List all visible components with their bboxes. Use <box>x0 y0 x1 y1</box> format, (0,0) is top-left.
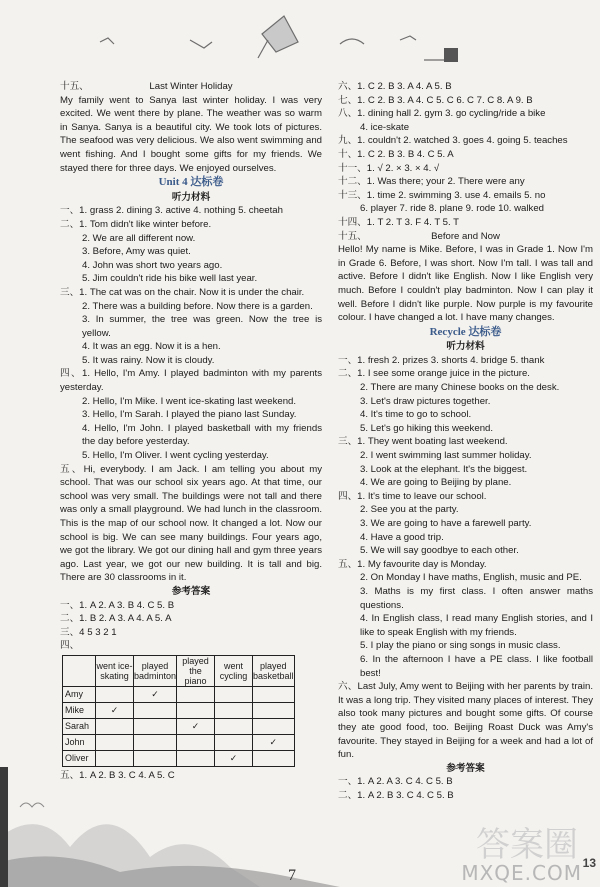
recycle-answers-title: 参考答案 <box>446 762 485 774</box>
answer-4: 四、 <box>60 640 80 652</box>
q-part-4-item-5: 5. We will say goodbye to each other. <box>360 545 519 557</box>
recycle-listening-title: 听力材料 <box>446 341 485 353</box>
r-answer-1: 一、1. A 2. A 3. C 4. C 5. B <box>338 776 453 788</box>
answer-table <box>62 655 295 767</box>
r-part-10: 十、1. C 2. B 3. B 4. C 5. A <box>338 148 454 160</box>
table-cell <box>177 686 215 702</box>
q-part-5-item-6: 6. In the afternoon I have a PE class. I like football best! <box>360 653 593 679</box>
table-header-cell <box>63 655 96 686</box>
table-cell <box>215 702 253 718</box>
q-part-2-item-5: 5. Let's go hiking this weekend. <box>360 422 494 434</box>
row-label: Mike <box>63 702 96 718</box>
part-2-item-2: 2. We are all different now. <box>82 232 196 244</box>
table-cell <box>253 686 295 702</box>
answer-3: 三、4 5 3 2 1 <box>60 626 117 638</box>
recycle-title: Recycle 达标卷 <box>429 325 502 338</box>
q-part-1: 一、1. fresh 2. prizes 3. shorts 4. bridge 5. thank <box>338 354 545 366</box>
table-cell <box>96 750 134 766</box>
q-part-4-item-1: 四、1. It's time to leave our school. <box>338 490 487 502</box>
q-part-2-item-1: 二、1. I see some orange juice in the picture. <box>338 368 530 380</box>
table-row <box>63 718 295 734</box>
table-row <box>63 702 295 718</box>
part-3-item-4: 4. It was an egg. Now it is a hen. <box>82 341 221 353</box>
part-2-item-3: 3. Before, Amy was quiet. <box>82 246 191 258</box>
table-cell <box>253 750 295 766</box>
table-cell <box>215 718 253 734</box>
q-part-3-item-1: 三、1. They went boating last weekend. <box>338 436 508 448</box>
part-5-passage: 五、Hi, everybody. I am Jack. I am telling you about my school. That was our school six years ago. At that time, our school was very small. The buildings were not tall and there was only a small playground. We had lunch in the classroom. This is the map of our school now. It changed a lot. Now our school is big. We can see many buildings. Four years ago, we got the library. We got our dining hall and gym three years ago. Last year, we got our new building. It is tall and big. There are 30 classrooms in it. <box>60 463 322 584</box>
r-section-15-heading <box>338 230 593 244</box>
q-part-2-item-3: 3. Let's draw pictures together. <box>360 395 491 407</box>
watermark-logo: 答案圈 <box>476 825 578 866</box>
section-15-number: 十五、 <box>60 81 89 92</box>
r-part-12: 十二、1. Was there; your 2. There were any <box>338 176 525 188</box>
unit-4-title: Unit 4 达标卷 <box>158 176 224 189</box>
table-cell <box>215 686 253 702</box>
left-column <box>60 80 322 783</box>
table-cell <box>96 686 134 702</box>
page-number: 13 <box>582 856 596 871</box>
table-header-cell: played the piano <box>177 655 215 686</box>
r-part-7: 七、1. C 2. B 3. A 4. C 5. C 6. C 7. C 8. A 9. B <box>338 94 533 106</box>
part-1: 一、1. grass 2. dining 3. active 4. nothing 5. cheetah <box>60 205 283 217</box>
q-part-4-item-2: 2. See you at the party. <box>360 504 459 516</box>
part-4-item-4: 4. Hello, I'm John. I played basketball with my friends the day before yesterday. <box>82 422 322 448</box>
part-4-item-1: 四、1. Hello, I'm Amy. I played badminton with my parents yesterday. <box>60 368 322 394</box>
q-part-3-item-4: 4. We are going to Beijing by plane. <box>360 477 512 489</box>
table-row <box>63 686 295 702</box>
row-label: Oliver <box>63 750 96 766</box>
q-part-3-item-3: 3. Look at the elephant. It's the biggest. <box>360 463 528 475</box>
q-part-2-item-2: 2. There are many Chinese books on the desk. <box>360 382 560 394</box>
r-section-15-title: Before and Now <box>431 230 500 242</box>
watermark-text: MXQE.COM <box>461 861 582 886</box>
r-part-6: 六、1. C 2. B 3. A 4. A 5. B <box>338 81 452 92</box>
table-cell <box>134 734 177 750</box>
part-3-item-1: 三、1. The cat was on the chair. Now it is under the chair. <box>60 286 305 298</box>
check-mark-icon: ✓ <box>215 750 253 766</box>
answer-2: 二、1. B 2. A 3. A 4. A 5. A <box>60 613 172 625</box>
check-mark-icon: ✓ <box>177 718 215 734</box>
answers-title: 参考答案 <box>171 585 211 597</box>
q-part-5-item-2: 2. On Monday I have maths, English, music and PE. <box>360 572 582 584</box>
table-cell <box>96 718 134 734</box>
q-part-2-item-4: 4. It's time to go to school. <box>360 409 472 421</box>
table-cell <box>253 702 295 718</box>
part-2-item-5: 5. Jim couldn't ride his bike well last year. <box>82 273 258 285</box>
q-part-5-item-3: 3. Maths is my first class. I often answer maths questions. <box>360 585 593 611</box>
handwritten-mark: 7 <box>288 867 296 885</box>
section-15-heading <box>60 80 322 94</box>
part-3-item-3: 3. In summer, the tree was green. Now the tree is yellow. <box>82 314 322 339</box>
r-section-15-passage: Hello! My name is Mike. Before, I was in Grade 1. Now I'm in Grade 6. Before, I was short. Now I'm tall. I was tall and active. Before I didn't like English. Now I like English very much. Before I couldn't play badminton. Now I can play it well. Before I didn't like purple. Now purple is my favourite colour. I have changed a lot. I have many changes. <box>338 244 593 324</box>
table-cell <box>177 702 215 718</box>
table-header-cell: went ice-skating <box>96 655 134 686</box>
part-4-item-3: 3. Hello, I'm Sarah. I played the piano last Sunday. <box>82 409 297 421</box>
table-cell <box>96 734 134 750</box>
answer-5: 五、1. A 2. B 3. C 4. A 5. C <box>60 769 175 781</box>
r-part-9: 九、1. couldn't 2. watched 3. goes 4. going 5. teaches <box>338 135 568 147</box>
table-header-cell: went cycling <box>215 655 253 686</box>
table-cell <box>253 718 295 734</box>
table-header-row <box>63 655 295 686</box>
table-cell <box>215 734 253 750</box>
table-cell <box>177 734 215 750</box>
q-part-6-passage: 六、Last July, Amy went to Beijing with her parents by train. It was a long trip. They visited many places of interest. They also took many pictures and bought some gifts. Of course they ate good food, too. Beijing Roast Duck was Amy's favourite. They stayed in Beijing for a week and had a lot of fun. <box>338 681 593 761</box>
part-3-item-2: 2. There was a building before. Now there is a garden. <box>82 300 313 312</box>
table-row <box>63 734 295 750</box>
r-answer-2: 二、1. A 2. B 3. C 4. C 5. B <box>338 789 454 801</box>
r-part-13-line-1: 十三、1. time 2. swimming 3. use 4. emails 5. no <box>338 189 546 201</box>
r-part-14: 十四、1. T 2. T 3. F 4. T 5. T <box>338 216 460 228</box>
part-2-item-1: 二、1. Tom didn't like winter before. <box>60 218 212 230</box>
listening-title: 听力材料 <box>171 191 211 203</box>
row-label: Sarah <box>63 718 96 734</box>
r-part-11: 十一、1. √ 2. × 3. × 4. √ <box>338 162 440 174</box>
table-cell <box>134 702 177 718</box>
answer-1: 一、1. A 2. A 3. B 4. C 5. B <box>60 599 175 611</box>
q-part-4-item-3: 3. We are going to have a farewell party. <box>360 518 532 529</box>
r-part-8-line-2: 4. ice-skate <box>360 121 410 133</box>
r-part-8-line-1: 八、1. dining hall 2. gym 3. go cycling/ride a bike <box>338 108 546 120</box>
q-part-5-item-1: 五、1. My favourite day is Monday. <box>338 558 487 570</box>
q-part-4-item-4: 4. Have a good trip. <box>360 531 444 543</box>
table-header-cell: played badminton <box>134 655 177 686</box>
row-label: John <box>63 734 96 750</box>
q-part-3-item-2: 2. I went swimming last summer holiday. <box>360 450 532 462</box>
q-part-5-item-4: 4. In English class, I read many English stories, and I like to speak English with my friends. <box>360 613 593 638</box>
check-mark-icon: ✓ <box>134 686 177 702</box>
q-part-5-item-5: 5. I play the piano or sing songs in music class. <box>360 640 561 652</box>
table-cell <box>177 750 215 766</box>
table-cell <box>134 750 177 766</box>
part-3-item-5: 5. It was rainy. Now it is cloudy. <box>82 354 215 366</box>
check-mark-icon: ✓ <box>253 734 295 750</box>
part-2-item-4: 4. John was short two years ago. <box>82 259 223 271</box>
section-15-title: Last Winter Holiday <box>149 81 233 92</box>
right-column <box>338 80 593 802</box>
table-header-cell: played basketball <box>253 655 295 686</box>
part-4-item-2: 2. Hello, I'm Mike. I went ice-skating last weekend. <box>82 395 297 407</box>
section-15-passage: My family went to Sanya last winter holiday. I was very excited. We went there by plane. The weather was so warm in Sanya. Sanya is a beautiful city. We took lots of pictures. The seafood was very delicious. We also went swimming and went fishing. And I bought some gifts for my friends. We stayed there for three days. We enjoyed ourselves. <box>60 94 322 174</box>
row-label: Amy <box>63 686 96 702</box>
r-section-15-number: 十五、 <box>338 230 367 242</box>
check-mark-icon: ✓ <box>96 702 134 718</box>
part-4-item-5: 5. Hello, I'm Oliver. I went cycling yesterday. <box>82 450 269 462</box>
r-part-13-line-2: 6. player 7. ride 8. plane 9. rode 10. walked <box>360 203 544 215</box>
header-decoration <box>0 0 600 80</box>
table-cell <box>134 718 177 734</box>
table-row <box>63 750 295 766</box>
